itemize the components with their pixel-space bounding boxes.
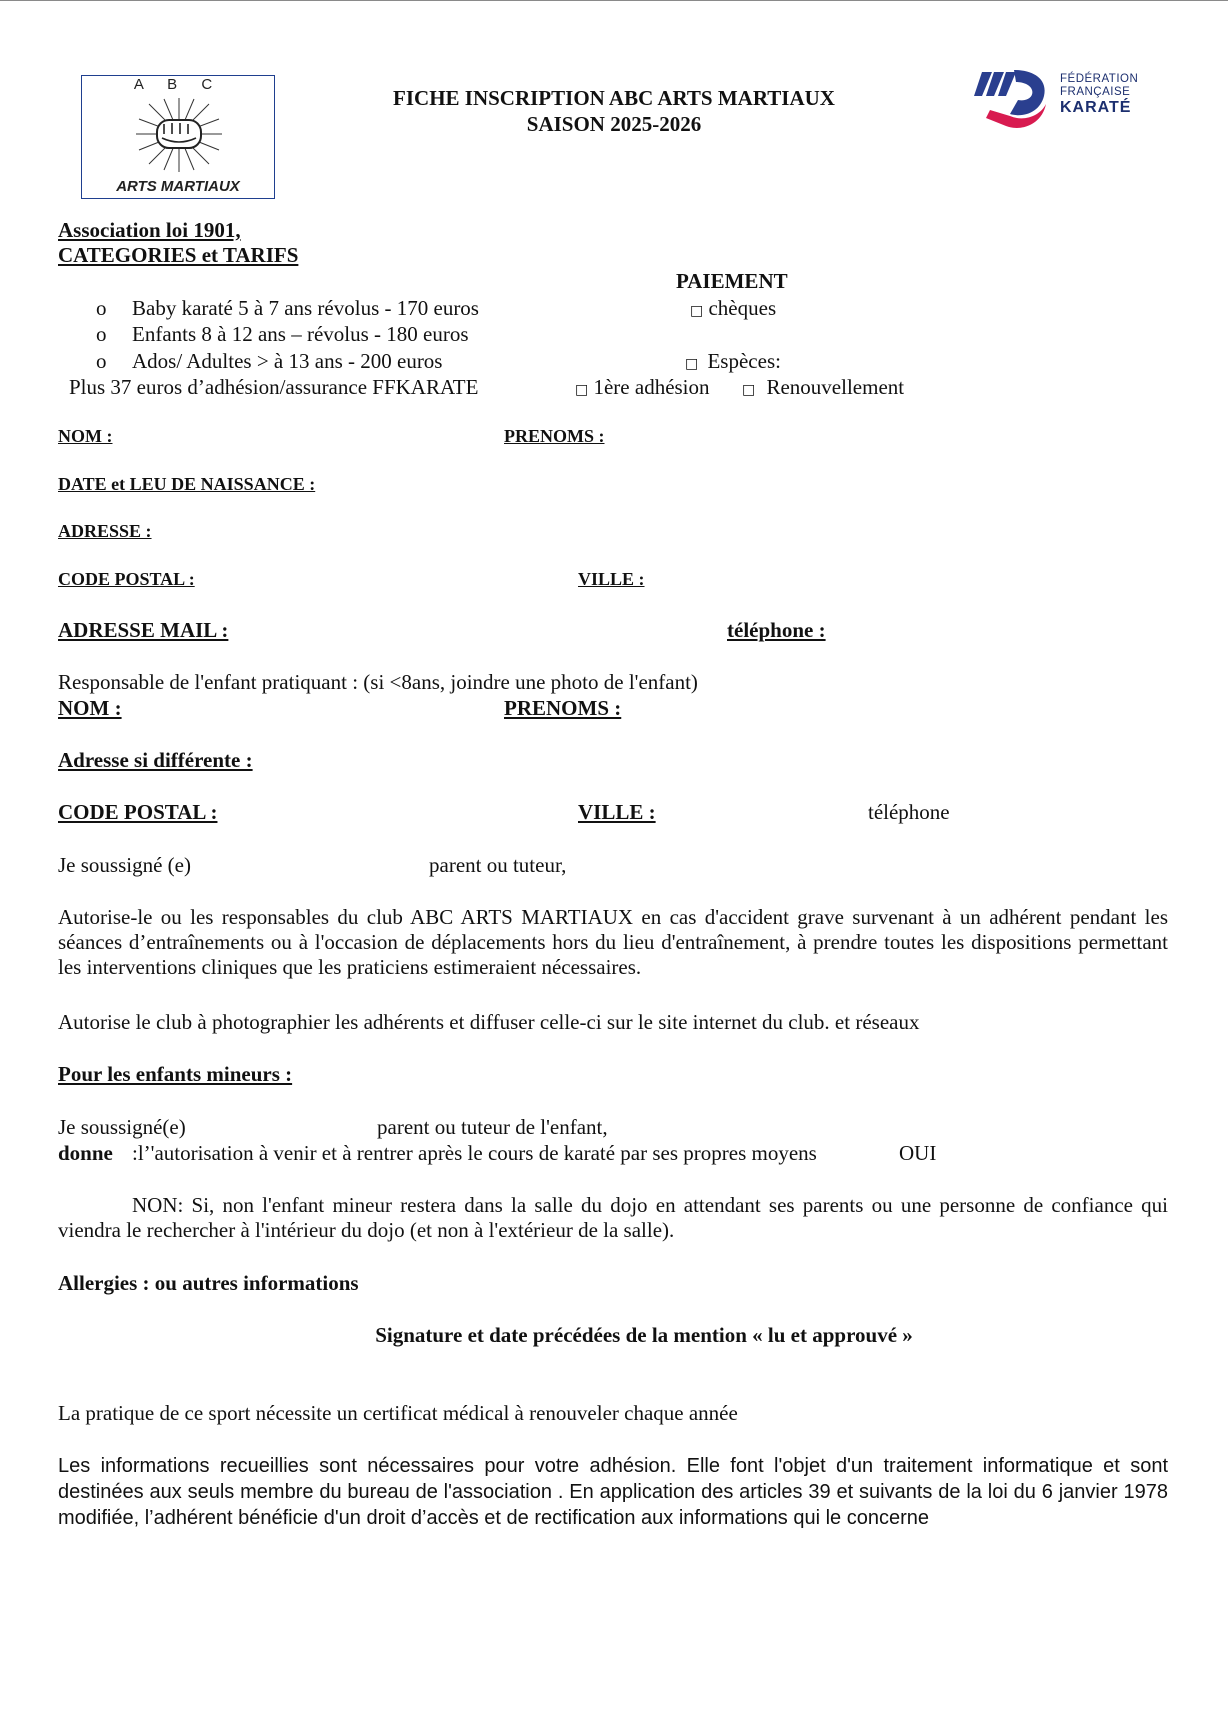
payment-option-cheques[interactable] [690,296,776,321]
responsable-code-postal-label: CODE POSTAL : [58,800,218,824]
signature-label: Signature et date précédées de la mention « lu et approuvé » [375,1323,913,1347]
payment-option-premiere[interactable] [575,375,710,400]
soussigne-label: Je soussigné (e) [58,853,191,877]
ville-label: VILLE : [578,569,645,589]
category-item: Ados/ Adultes > à 13 ans - 200 euros [132,349,443,373]
responsable-intro: Responsable de l'enfant pratiquant : (si <8ans, joindre une photo de l'enfant) [58,670,698,694]
responsable-adresse-label: Adresse si différente : [58,748,253,772]
category-bullet: o [96,296,107,320]
responsable-nom-label: NOM : [58,696,122,720]
category-bullet: o [96,322,107,346]
checkbox-especes[interactable]: □ [685,356,699,372]
checkbox-premiere-adhesion[interactable]: □ [575,382,589,398]
mineurs-parent-label: parent ou tuteur de l'enfant, [377,1115,608,1139]
mineurs-heading: Pour les enfants mineurs : [58,1062,293,1086]
non-option-paragraph: NON: Si, non l'enfant mineur restera dans la salle du dojo en attendant ses parents ou une personne de confiance qui viendra le rechercher à l'intérieur du dojo (et non à l'extérieur de la salle). [58,1193,1168,1243]
adhesion-extra: Plus 37 euros d’adhésion/assurance FFKARATE [69,375,479,399]
parent-tuteur-label: parent ou tuteur, [429,853,567,877]
mineurs-soussigne-label: Je soussigné(e) [58,1115,186,1139]
mail-label: ADRESSE MAIL : [58,618,229,642]
responsable-telephone-label: téléphone [868,800,950,824]
paiement-heading: PAIEMENT [676,269,788,293]
payment-option-especes[interactable] [685,349,781,374]
responsable-ville-label: VILLE : [578,800,656,824]
federation-logo [970,66,1170,130]
club-logo-top-text: A B C [133,76,223,93]
federation-line3: KARATÉ [1060,99,1132,116]
premiere-adhesion-label: 1ère adhésion [593,375,710,399]
federation-line1: FÉDÉRATION [1060,73,1139,85]
nom-label: NOM : [58,426,113,446]
category-item: Baby karaté 5 à 7 ans révolus - 170 euros [132,296,479,320]
signature-line [0,1323,1228,1348]
code-postal-label: CODE POSTAL : [58,569,195,589]
form-title-line1: FICHE INSCRIPTION ABC ARTS MARTIAUX [393,86,835,110]
autorisation-text: :l’'autorisation à venir et à rentrer après le cours de karaté par ses propres moyens [132,1141,817,1165]
donne-label: donne [58,1141,113,1165]
adresse-label: ADRESSE : [58,521,152,541]
naissance-label: DATE et LEU DE NAISSANCE : [58,474,316,494]
renouvellement-label: Renouvellement [766,375,905,399]
ffk-stripes-icon [970,66,1054,130]
responsable-prenoms-label: PRENOMS : [504,696,622,720]
categories-heading: CATEGORIES et TARIFS [58,243,299,267]
especes-label: Espèces: [707,349,781,373]
oui-option[interactable]: OUI [899,1141,937,1165]
checkbox-cheques[interactable]: □ [690,303,704,319]
prenoms-label: PRENOMS : [504,426,605,446]
payment-option-renouvellement[interactable] [742,375,904,400]
association-line: Association loi 1901, [58,218,241,242]
certificat-note: La pratique de ce sport nécessite un certificat médical à renouveler chaque année [58,1401,738,1425]
checkbox-renouvellement[interactable]: □ [742,382,756,398]
accident-authorization-paragraph: Autorise-le ou les responsables du club ABC ARTS MARTIAUX en cas d'accident grave survenant à un adhérent pendant les séances d’entraînements ou à l'occasion de déplacements hors du lieu d'entraînement, à prendre toutes les dispositions permettant les interventions cliniques que les praticiens estimeraient nécessaires. [58,905,1168,980]
page-top-border [0,0,1228,1]
cheques-label: chèques [708,296,777,320]
photo-authorization-paragraph: Autorise le club à photographier les adhérents et diffuser celle-ci sur le site internet du club. et réseaux [58,1010,920,1034]
club-logo-bottom-text: ARTS MARTIAUX [116,178,240,195]
category-item: Enfants 8 à 12 ans – révolus - 180 euros [132,322,469,346]
form-title-line2: SAISON 2025-2026 [526,112,702,136]
category-bullet: o [96,349,107,373]
telephone-label: téléphone : [727,618,826,642]
allergies-label: Allergies : ou autres informations [58,1271,359,1295]
rgpd-notice: Les informations recueillies sont nécessaires pour votre adhésion. Elle font l'objet d'un traitement informatique et sont destinées aux seuls membre du bureau de l'association . En application des articles 39 et suivants de la loi du 6 janvier 1978 modifiée, l’adhérent bénéficie d'un droit d’accès et de rectification aux informations qui le concerne [58,1455,1168,1529]
federation-line2: FRANÇAISE [1060,86,1131,98]
